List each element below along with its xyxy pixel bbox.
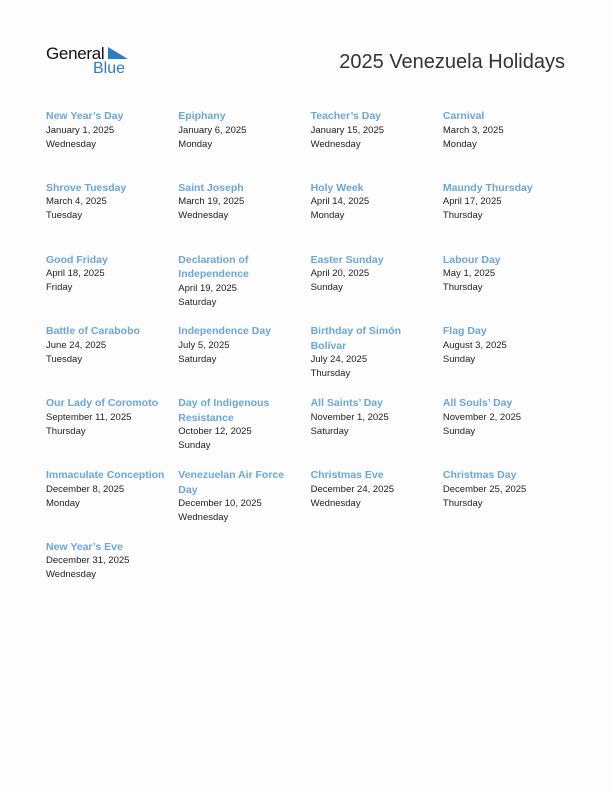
holiday-name: Shrove Tuesday xyxy=(46,181,127,194)
holiday-date: December 31, 2025 xyxy=(46,555,130,567)
holiday-name: Day of Indigenous Resistance xyxy=(178,397,270,424)
holiday-name: Good Friday xyxy=(46,253,108,266)
holiday-item xyxy=(178,253,304,310)
holiday-date: January 15, 2025 xyxy=(310,124,385,136)
holiday-weekday: Monday xyxy=(442,138,477,150)
page-title: 2025 Venezuela Holidays xyxy=(339,51,565,73)
holiday-item xyxy=(443,468,569,511)
holiday-name: New Year’s Eve xyxy=(46,540,123,553)
holiday-date: December 8, 2025 xyxy=(46,483,125,495)
holiday-name: Maundy Thursday xyxy=(442,181,533,194)
holiday-date: April 20, 2025 xyxy=(310,268,370,280)
holiday-date: August 3, 2025 xyxy=(442,339,507,351)
holiday-item xyxy=(178,109,304,152)
holiday-name: Easter Sunday xyxy=(310,253,384,266)
holiday-weekday: Tuesday xyxy=(46,353,83,365)
holiday-item xyxy=(311,181,437,224)
holiday-item xyxy=(443,396,569,439)
logo xyxy=(46,44,136,80)
holiday-name: Immaculate Conception xyxy=(46,469,165,481)
holiday-name: Independence Day xyxy=(178,325,272,338)
holiday-name: All Souls’ Day xyxy=(442,397,513,410)
holiday-weekday: Sunday xyxy=(442,425,476,437)
holiday-date: March 3, 2025 xyxy=(442,124,504,136)
holiday-weekday: Saturday xyxy=(178,353,217,365)
holiday-name: Battle of Carabobo xyxy=(46,325,140,338)
holiday-item xyxy=(46,253,172,296)
holiday-date: March 19, 2025 xyxy=(178,196,245,208)
holiday-name: Teacher’s Day xyxy=(310,110,382,122)
holiday-date: April 19, 2025 xyxy=(178,282,237,294)
holiday-weekday: Wednesday xyxy=(46,569,96,581)
holiday-name: Venezuelan Air Force Day xyxy=(178,469,285,496)
holiday-date: January 6, 2025 xyxy=(178,124,247,136)
holiday-item xyxy=(311,253,437,296)
holiday-weekday: Monday xyxy=(46,497,80,509)
holiday-weekday: Wednesday xyxy=(310,138,361,150)
holiday-weekday: Wednesday xyxy=(310,497,361,509)
holiday-date: April 17, 2025 xyxy=(442,196,502,208)
holiday-weekday: Thursday xyxy=(442,497,483,509)
holiday-item xyxy=(178,468,304,525)
holiday-name: Flag Day xyxy=(442,325,487,338)
holiday-weekday: Sunday xyxy=(310,282,343,294)
holiday-name: Declaration of Independence xyxy=(178,253,249,281)
holiday-date: January 1, 2025 xyxy=(46,124,115,136)
holiday-item xyxy=(46,324,172,367)
holiday-weekday: Monday xyxy=(310,210,345,222)
holiday-item xyxy=(443,324,569,367)
holiday-name: All Saints’ Day xyxy=(310,397,383,410)
holiday-weekday: Friday xyxy=(46,282,73,294)
holiday-weekday: Saturday xyxy=(310,425,349,437)
holiday-date: April 18, 2025 xyxy=(46,268,105,280)
logo-word-blue: Blue xyxy=(93,60,126,77)
holiday-item xyxy=(46,396,172,439)
holiday-item xyxy=(178,396,304,453)
holiday-date: March 4, 2025 xyxy=(46,196,107,208)
holiday-item xyxy=(311,396,437,439)
holiday-name: Christmas Day xyxy=(442,469,517,481)
holiday-item xyxy=(178,324,304,367)
holiday-item xyxy=(46,181,172,224)
holiday-date: July 5, 2025 xyxy=(178,339,230,351)
holiday-weekday: Sunday xyxy=(442,353,476,365)
holiday-weekday: Thursday xyxy=(310,368,351,380)
holiday-item xyxy=(46,468,172,511)
logo-word-general: General xyxy=(46,44,105,63)
holiday-item xyxy=(443,181,569,224)
holiday-weekday: Monday xyxy=(178,138,213,150)
holiday-item xyxy=(311,109,437,152)
holiday-name: Saint Joseph xyxy=(178,181,244,194)
holiday-weekday: Thursday xyxy=(442,210,483,222)
holiday-date: June 24, 2025 xyxy=(46,339,107,351)
holiday-name: Holy Week xyxy=(310,181,364,194)
holiday-item xyxy=(443,109,569,152)
holiday-date: December 10, 2025 xyxy=(178,498,262,509)
holiday-date: December 25, 2025 xyxy=(442,483,527,495)
holiday-date: April 14, 2025 xyxy=(310,196,370,208)
holiday-weekday: Sunday xyxy=(178,440,211,452)
logo-flag-icon xyxy=(108,47,128,61)
holiday-weekday: Thursday xyxy=(46,425,86,437)
holiday-date: December 24, 2025 xyxy=(310,483,395,495)
holiday-date: May 1, 2025 xyxy=(442,268,496,280)
holiday-weekday: Saturday xyxy=(178,296,217,308)
holiday-weekday: Thursday xyxy=(442,282,483,294)
holiday-name: Christmas Eve xyxy=(310,469,384,481)
holiday-name: Epiphany xyxy=(178,110,226,122)
holiday-weekday: Wednesday xyxy=(46,138,96,150)
holiday-item xyxy=(311,324,437,381)
holiday-name: Carnival xyxy=(442,110,485,122)
holiday-item xyxy=(178,181,304,224)
holiday-date: November 1, 2025 xyxy=(310,411,389,423)
holiday-name: Our Lady of Coromoto xyxy=(46,397,158,410)
holiday-date: July 24, 2025 xyxy=(310,354,368,366)
holiday-item xyxy=(311,468,437,511)
holiday-item xyxy=(46,540,172,583)
holiday-name: Birthday of Simón Bolívar xyxy=(310,325,402,352)
holiday-item xyxy=(443,253,569,296)
holiday-weekday: Wednesday xyxy=(178,210,229,222)
holiday-name: New Year’s Day xyxy=(46,110,124,122)
holiday-weekday: Tuesday xyxy=(46,210,83,222)
holiday-weekday: Wednesday xyxy=(178,512,229,523)
holiday-item xyxy=(46,109,172,152)
holiday-name: Labour Day xyxy=(442,253,501,266)
holiday-date: November 2, 2025 xyxy=(442,411,522,423)
holiday-date: September 11, 2025 xyxy=(46,411,132,423)
holiday-date: October 12, 2025 xyxy=(178,426,252,438)
